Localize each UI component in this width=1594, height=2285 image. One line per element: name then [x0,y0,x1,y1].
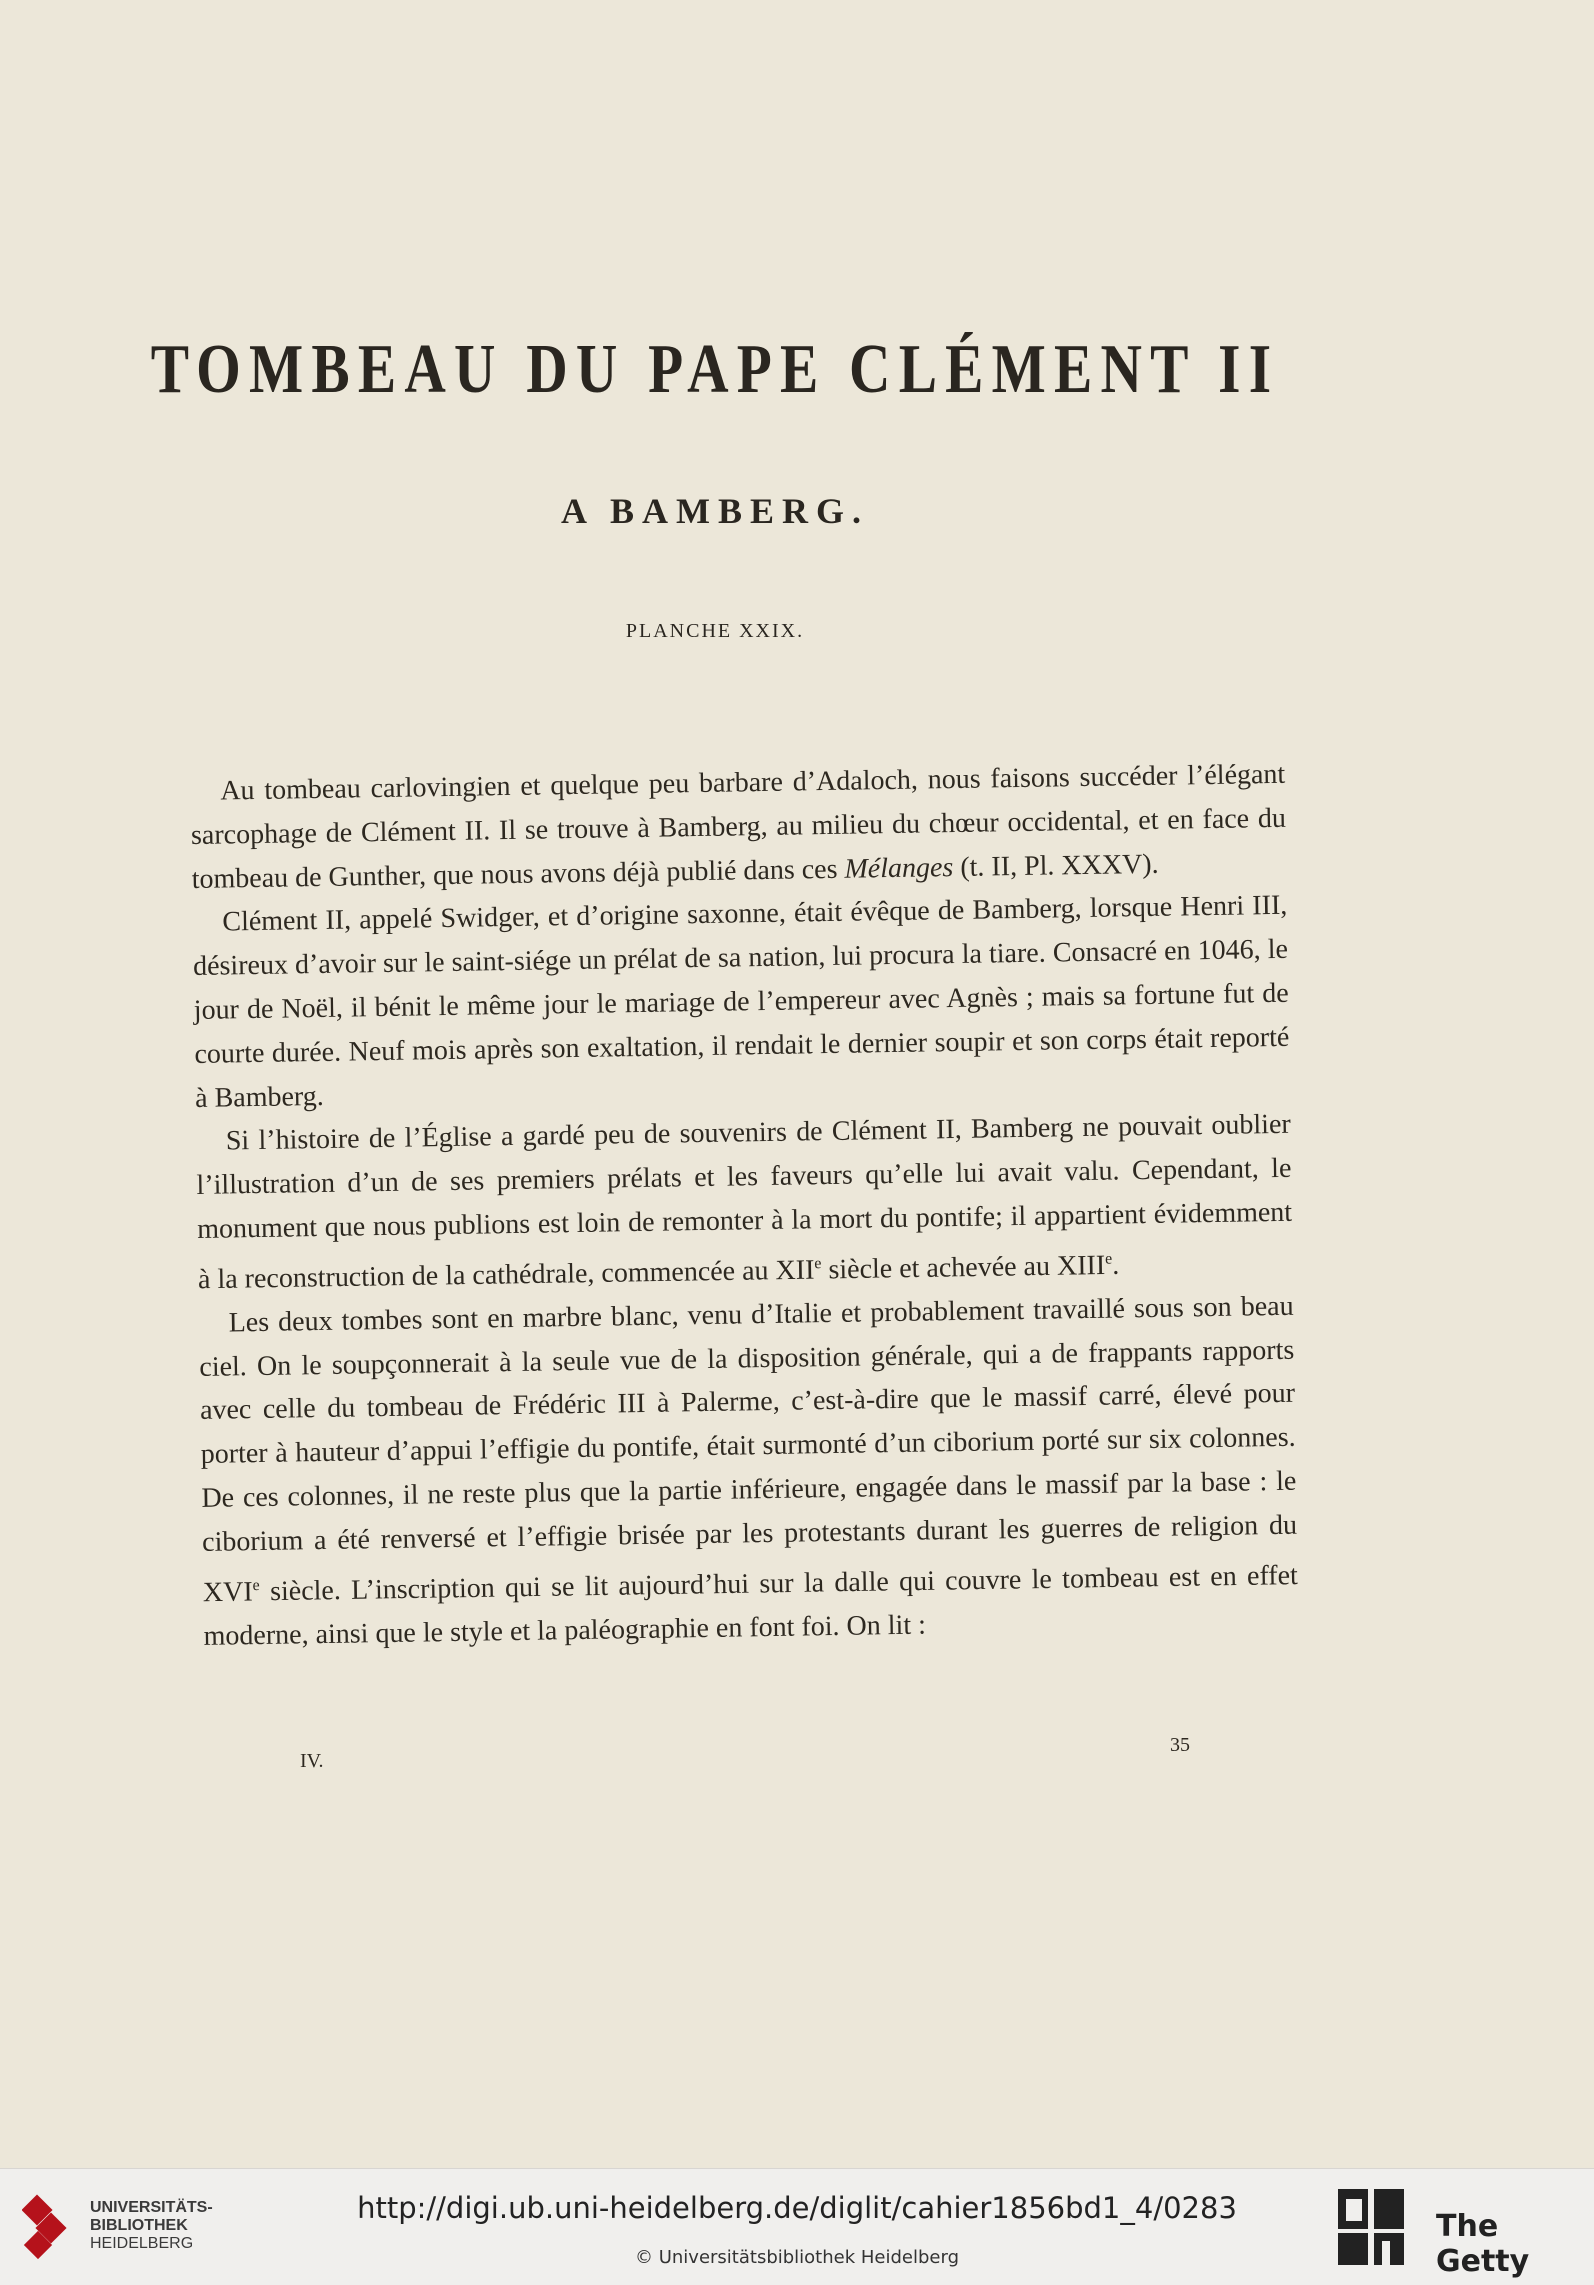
partner-name: The Getty [1436,2209,1530,2279]
signature-mark: IV. [300,1750,324,1772]
body-text [190,753,1299,1659]
permalink-url[interactable]: http://digi.ub.uni-heidelberg.de/diglit/cahier1856bd1_4/0283 [357,2191,1237,2225]
copyright-notice: © Universitätsbibliothek Heidelberg [634,2247,959,2268]
viewer-footer-bar [0,2168,1594,2285]
page-title: TOMBEAU DU PAPE CLÉMENT II [150,331,1280,408]
paragraph: Si l’histoire de l’Église a gardé peu de souvenirs de Clément II, Bamberg ne pouvait oublier l’illustration d’un de ses premiers prélats et les faveurs qu’elle lui avait valu. Cependant, le monument que nous publions est loin de remonter à la mort du pontife; il appartient évidemment à la reconstruction de la cathédrale, commencée au XIIe siècle et achevée au XIIIe. [196,1109,1293,1296]
page-subtitle: A BAMBERG. [560,491,870,531]
paragraph: Au tombeau carlovingien et quelque peu barbare d’Adaloch, nous faisons succéder l’élégant sarcophage de Clément II. Il se trouve à Bamberg, au milieu du chœur occidental, et en face du tombeau de Gunther, que nous avons déjà publié dans ces Mélanges (t. II, Pl. XXXV). [190,758,1287,895]
plate-label: PLANCHE XXIX. [625,620,805,642]
library-name: UNIVERSITÄTS- BIBLIOTHEK HEIDELBERG [90,2199,213,2252]
paragraph: Les deux tombes sont en marbre blanc, venu d’Italie et probablement travaillé sous son beau ciel. On le soupçonnerait à la seule vue de la disposition générale, qui a de frappants rapports avec celle du tombeau de Frédéric III à Palerme, c’est-à-dire que le massif carré, élevé pour porter à hauteur d’appui l’effigie du pontife, était surmonté d’un ciborium porté sur six colonnes. De ces colonnes, il ne reste plus que la partie inférieure, engagée dans le massif par la base : le ciborium a été renversé et l’effigie brisée par les protestants durant les guerres de religion du XVIe siècle. L’inscription qui se lit aujourd’hui sur la dalle qui couvre le tombeau est en effet moderne, ainsi que le style et la paléographie en font foi. On lit : [199,1290,1299,1652]
page-number: 35 [1170,1734,1190,1756]
paragraph: Clément II, appelé Swidger, et d’origine saxonne, était évêque de Bamberg, lorsque Henri III, désireux d’avoir sur le saint-siége un prélat de sa nation, lui procura la tiare. Consacré en 1046, le jour de Noël, il bénit le même jour le mariage de l’empereur avec Agnès ; mais sa fortune fut de courte durée. Neuf mois après son exaltation, il rendait le dernier soupir et son corps était reporté à Bamberg. [192,890,1290,1114]
getty-logo-icon [1338,2189,1410,2269]
